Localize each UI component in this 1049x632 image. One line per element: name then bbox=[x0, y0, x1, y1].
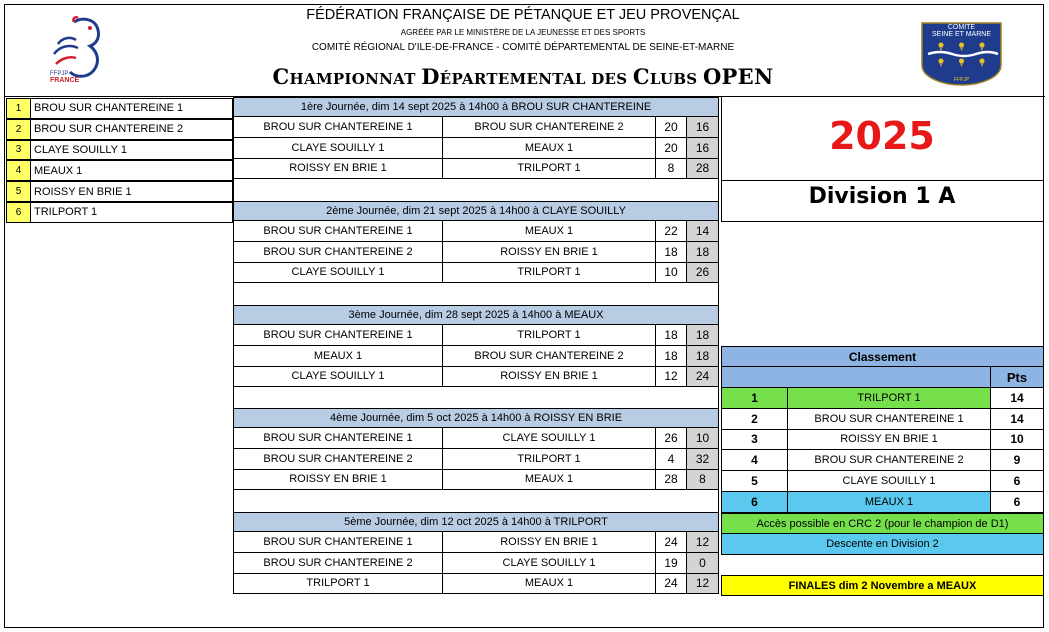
standing-rank: 6 bbox=[721, 492, 788, 513]
away-score: 18 bbox=[686, 325, 719, 346]
home-score: 24 bbox=[655, 532, 687, 553]
match-home-team: ROISSY EN BRIE 1 bbox=[233, 159, 443, 180]
match-home-team: MEAUX 1 bbox=[233, 346, 443, 367]
team-number: 1 bbox=[6, 98, 31, 119]
standing-team: BROU SUR CHANTEREINE 2 bbox=[787, 450, 991, 471]
federation-name: FÉDÉRATION FRANÇAISE DE PÉTANQUE ET JEU PROVENÇAL bbox=[306, 7, 740, 23]
team-name: TRILPORT 1 bbox=[30, 202, 233, 223]
title-part: C bbox=[632, 64, 650, 89]
match-home-team: CLAYE SOUILLY 1 bbox=[233, 367, 443, 388]
home-score: 24 bbox=[655, 574, 687, 595]
team-number: 5 bbox=[6, 181, 31, 202]
match-away-team: BROU SUR CHANTEREINE 2 bbox=[442, 346, 656, 367]
team-number: 4 bbox=[6, 160, 31, 181]
title-part: C bbox=[272, 64, 290, 89]
match-away-team: CLAYE SOUILLY 1 bbox=[442, 553, 656, 574]
title-part: D bbox=[421, 64, 440, 89]
away-score: 32 bbox=[686, 449, 719, 470]
title-part: ÉPARTEMENTAL DES bbox=[439, 70, 633, 88]
svg-text:FFPJP: FFPJP bbox=[953, 77, 970, 83]
finals-banner: FINALES dim 2 Novembre a MEAUX bbox=[721, 575, 1044, 596]
standing-rank: 2 bbox=[721, 409, 788, 430]
standings-title: Classement bbox=[721, 346, 1044, 367]
committee-name: COMITÉ RÉGIONAL D'ILE-DE-FRANCE - COMITÉ DÉPARTEMENTAL DE SEINE-ET-MARNE bbox=[311, 42, 735, 53]
away-score: 24 bbox=[686, 367, 719, 388]
standing-team: TRILPORT 1 bbox=[787, 388, 991, 409]
standing-team: MEAUX 1 bbox=[787, 492, 991, 513]
team-name: BROU SUR CHANTEREINE 2 bbox=[30, 119, 233, 140]
team-name: ROISSY EN BRIE 1 bbox=[30, 181, 233, 202]
title-part: OPEN bbox=[702, 64, 774, 89]
svg-text:FFPJP: FFPJP bbox=[50, 71, 69, 77]
standings-header-blank bbox=[721, 367, 991, 388]
away-score: 12 bbox=[686, 574, 719, 595]
away-score: 12 bbox=[686, 532, 719, 553]
match-away-team: ROISSY EN BRIE 1 bbox=[442, 532, 656, 553]
match-home-team: BROU SUR CHANTEREINE 1 bbox=[233, 532, 443, 553]
home-score: 18 bbox=[655, 346, 687, 367]
away-score: 14 bbox=[686, 221, 719, 242]
team-number: 3 bbox=[6, 140, 31, 161]
match-away-team: MEAUX 1 bbox=[442, 138, 656, 159]
away-score: 0 bbox=[686, 553, 719, 574]
team-name: MEAUX 1 bbox=[30, 160, 233, 181]
team-name: BROU SUR CHANTEREINE 1 bbox=[30, 98, 233, 119]
season-year: 2025 bbox=[829, 114, 935, 158]
ffpjp-rooster-logo bbox=[44, 14, 114, 84]
standing-team: CLAYE SOUILLY 1 bbox=[787, 471, 991, 492]
ministry-agreement: AGRÉÉE PAR LE MINISTÈRE DE LA JEUNESSE ET DES SPORTS bbox=[400, 28, 646, 37]
home-score: 12 bbox=[655, 367, 687, 388]
home-score: 28 bbox=[655, 470, 687, 491]
seine-et-marne-committee-logo bbox=[920, 21, 1003, 87]
match-home-team: BROU SUR CHANTEREINE 1 bbox=[233, 117, 443, 138]
home-score: 4 bbox=[655, 449, 687, 470]
match-away-team: CLAYE SOUILLY 1 bbox=[442, 428, 656, 449]
round-spacer bbox=[233, 179, 719, 201]
svg-text:SEINE ET MARNE: SEINE ET MARNE bbox=[932, 31, 991, 38]
round-spacer bbox=[233, 283, 719, 305]
team-number: 2 bbox=[6, 119, 31, 140]
round-spacer bbox=[233, 490, 719, 512]
legend-relegation: Descente en Division 2 bbox=[721, 534, 1044, 555]
standing-points: 6 bbox=[990, 492, 1044, 513]
away-score: 16 bbox=[686, 138, 719, 159]
standing-team: ROISSY EN BRIE 1 bbox=[787, 430, 991, 451]
match-away-team: ROISSY EN BRIE 1 bbox=[442, 242, 656, 263]
division-label: Division 1 A bbox=[808, 184, 956, 209]
svg-text:FRANCE: FRANCE bbox=[50, 77, 80, 84]
away-score: 18 bbox=[686, 346, 719, 367]
legend-blank-row bbox=[721, 555, 1044, 575]
match-away-team: TRILPORT 1 bbox=[442, 325, 656, 346]
match-home-team: CLAYE SOUILLY 1 bbox=[233, 263, 443, 284]
match-home-team: BROU SUR CHANTEREINE 2 bbox=[233, 449, 443, 470]
standing-rank: 1 bbox=[721, 388, 788, 409]
away-score: 28 bbox=[686, 159, 719, 180]
home-score: 20 bbox=[655, 117, 687, 138]
round-title: 1ère Journée, dim 14 sept 2025 à 14h00 à BROU SUR CHANTEREINE bbox=[233, 97, 719, 117]
round-title: 3ème Journée, dim 28 sept 2025 à 14h00 à MEAUX bbox=[233, 305, 719, 325]
home-score: 18 bbox=[655, 242, 687, 263]
standing-rank: 4 bbox=[721, 450, 788, 471]
match-away-team: BROU SUR CHANTEREINE 2 bbox=[442, 117, 656, 138]
home-score: 20 bbox=[655, 138, 687, 159]
standing-points: 14 bbox=[990, 388, 1044, 409]
team-name: CLAYE SOUILLY 1 bbox=[30, 140, 233, 161]
away-score: 18 bbox=[686, 242, 719, 263]
home-score: 10 bbox=[655, 263, 687, 284]
away-score: 10 bbox=[686, 428, 719, 449]
home-score: 26 bbox=[655, 428, 687, 449]
championship-title bbox=[230, 64, 816, 89]
round-title: 5ème Journée, dim 12 oct 2025 à 14h00 à TRILPORT bbox=[233, 512, 719, 532]
team-number: 6 bbox=[6, 202, 31, 223]
svg-text:COMITE: COMITE bbox=[947, 24, 976, 31]
match-away-team: ROISSY EN BRIE 1 bbox=[442, 367, 656, 388]
standing-points: 14 bbox=[990, 409, 1044, 430]
match-home-team: BROU SUR CHANTEREINE 2 bbox=[233, 242, 443, 263]
points-header: Pts bbox=[990, 367, 1044, 388]
away-score: 8 bbox=[686, 470, 719, 491]
standing-rank: 3 bbox=[721, 430, 788, 451]
standing-rank: 5 bbox=[721, 471, 788, 492]
match-away-team: MEAUX 1 bbox=[442, 470, 656, 491]
match-home-team: CLAYE SOUILLY 1 bbox=[233, 138, 443, 159]
match-home-team: BROU SUR CHANTEREINE 2 bbox=[233, 553, 443, 574]
match-home-team: BROU SUR CHANTEREINE 1 bbox=[233, 221, 443, 242]
match-away-team: TRILPORT 1 bbox=[442, 159, 656, 180]
round-spacer bbox=[233, 387, 719, 408]
standing-points: 6 bbox=[990, 471, 1044, 492]
title-part: HAMPIONNAT bbox=[289, 70, 422, 88]
match-home-team: BROU SUR CHANTEREINE 1 bbox=[233, 428, 443, 449]
title-part: LUBS bbox=[649, 70, 703, 88]
match-away-team: MEAUX 1 bbox=[442, 221, 656, 242]
away-score: 16 bbox=[686, 117, 719, 138]
away-score: 26 bbox=[686, 263, 719, 284]
match-home-team: BROU SUR CHANTEREINE 1 bbox=[233, 325, 443, 346]
match-away-team: MEAUX 1 bbox=[442, 574, 656, 595]
match-home-team: TRILPORT 1 bbox=[233, 574, 443, 595]
legend-promotion: Accès possible en CRC 2 (pour le champion de D1) bbox=[721, 513, 1044, 534]
round-title: 2ème Journée, dim 21 sept 2025 à 14h00 à CLAYE SOUILLY bbox=[233, 201, 719, 221]
match-away-team: TRILPORT 1 bbox=[442, 263, 656, 284]
home-score: 22 bbox=[655, 221, 687, 242]
home-score: 8 bbox=[655, 159, 687, 180]
home-score: 19 bbox=[655, 553, 687, 574]
standing-points: 9 bbox=[990, 450, 1044, 471]
match-away-team: TRILPORT 1 bbox=[442, 449, 656, 470]
match-home-team: ROISSY EN BRIE 1 bbox=[233, 470, 443, 491]
standing-points: 10 bbox=[990, 430, 1044, 451]
round-title: 4ème Journée, dim 5 oct 2025 à 14h00 à ROISSY EN BRIE bbox=[233, 408, 719, 428]
home-score: 18 bbox=[655, 325, 687, 346]
standing-team: BROU SUR CHANTEREINE 1 bbox=[787, 409, 991, 430]
